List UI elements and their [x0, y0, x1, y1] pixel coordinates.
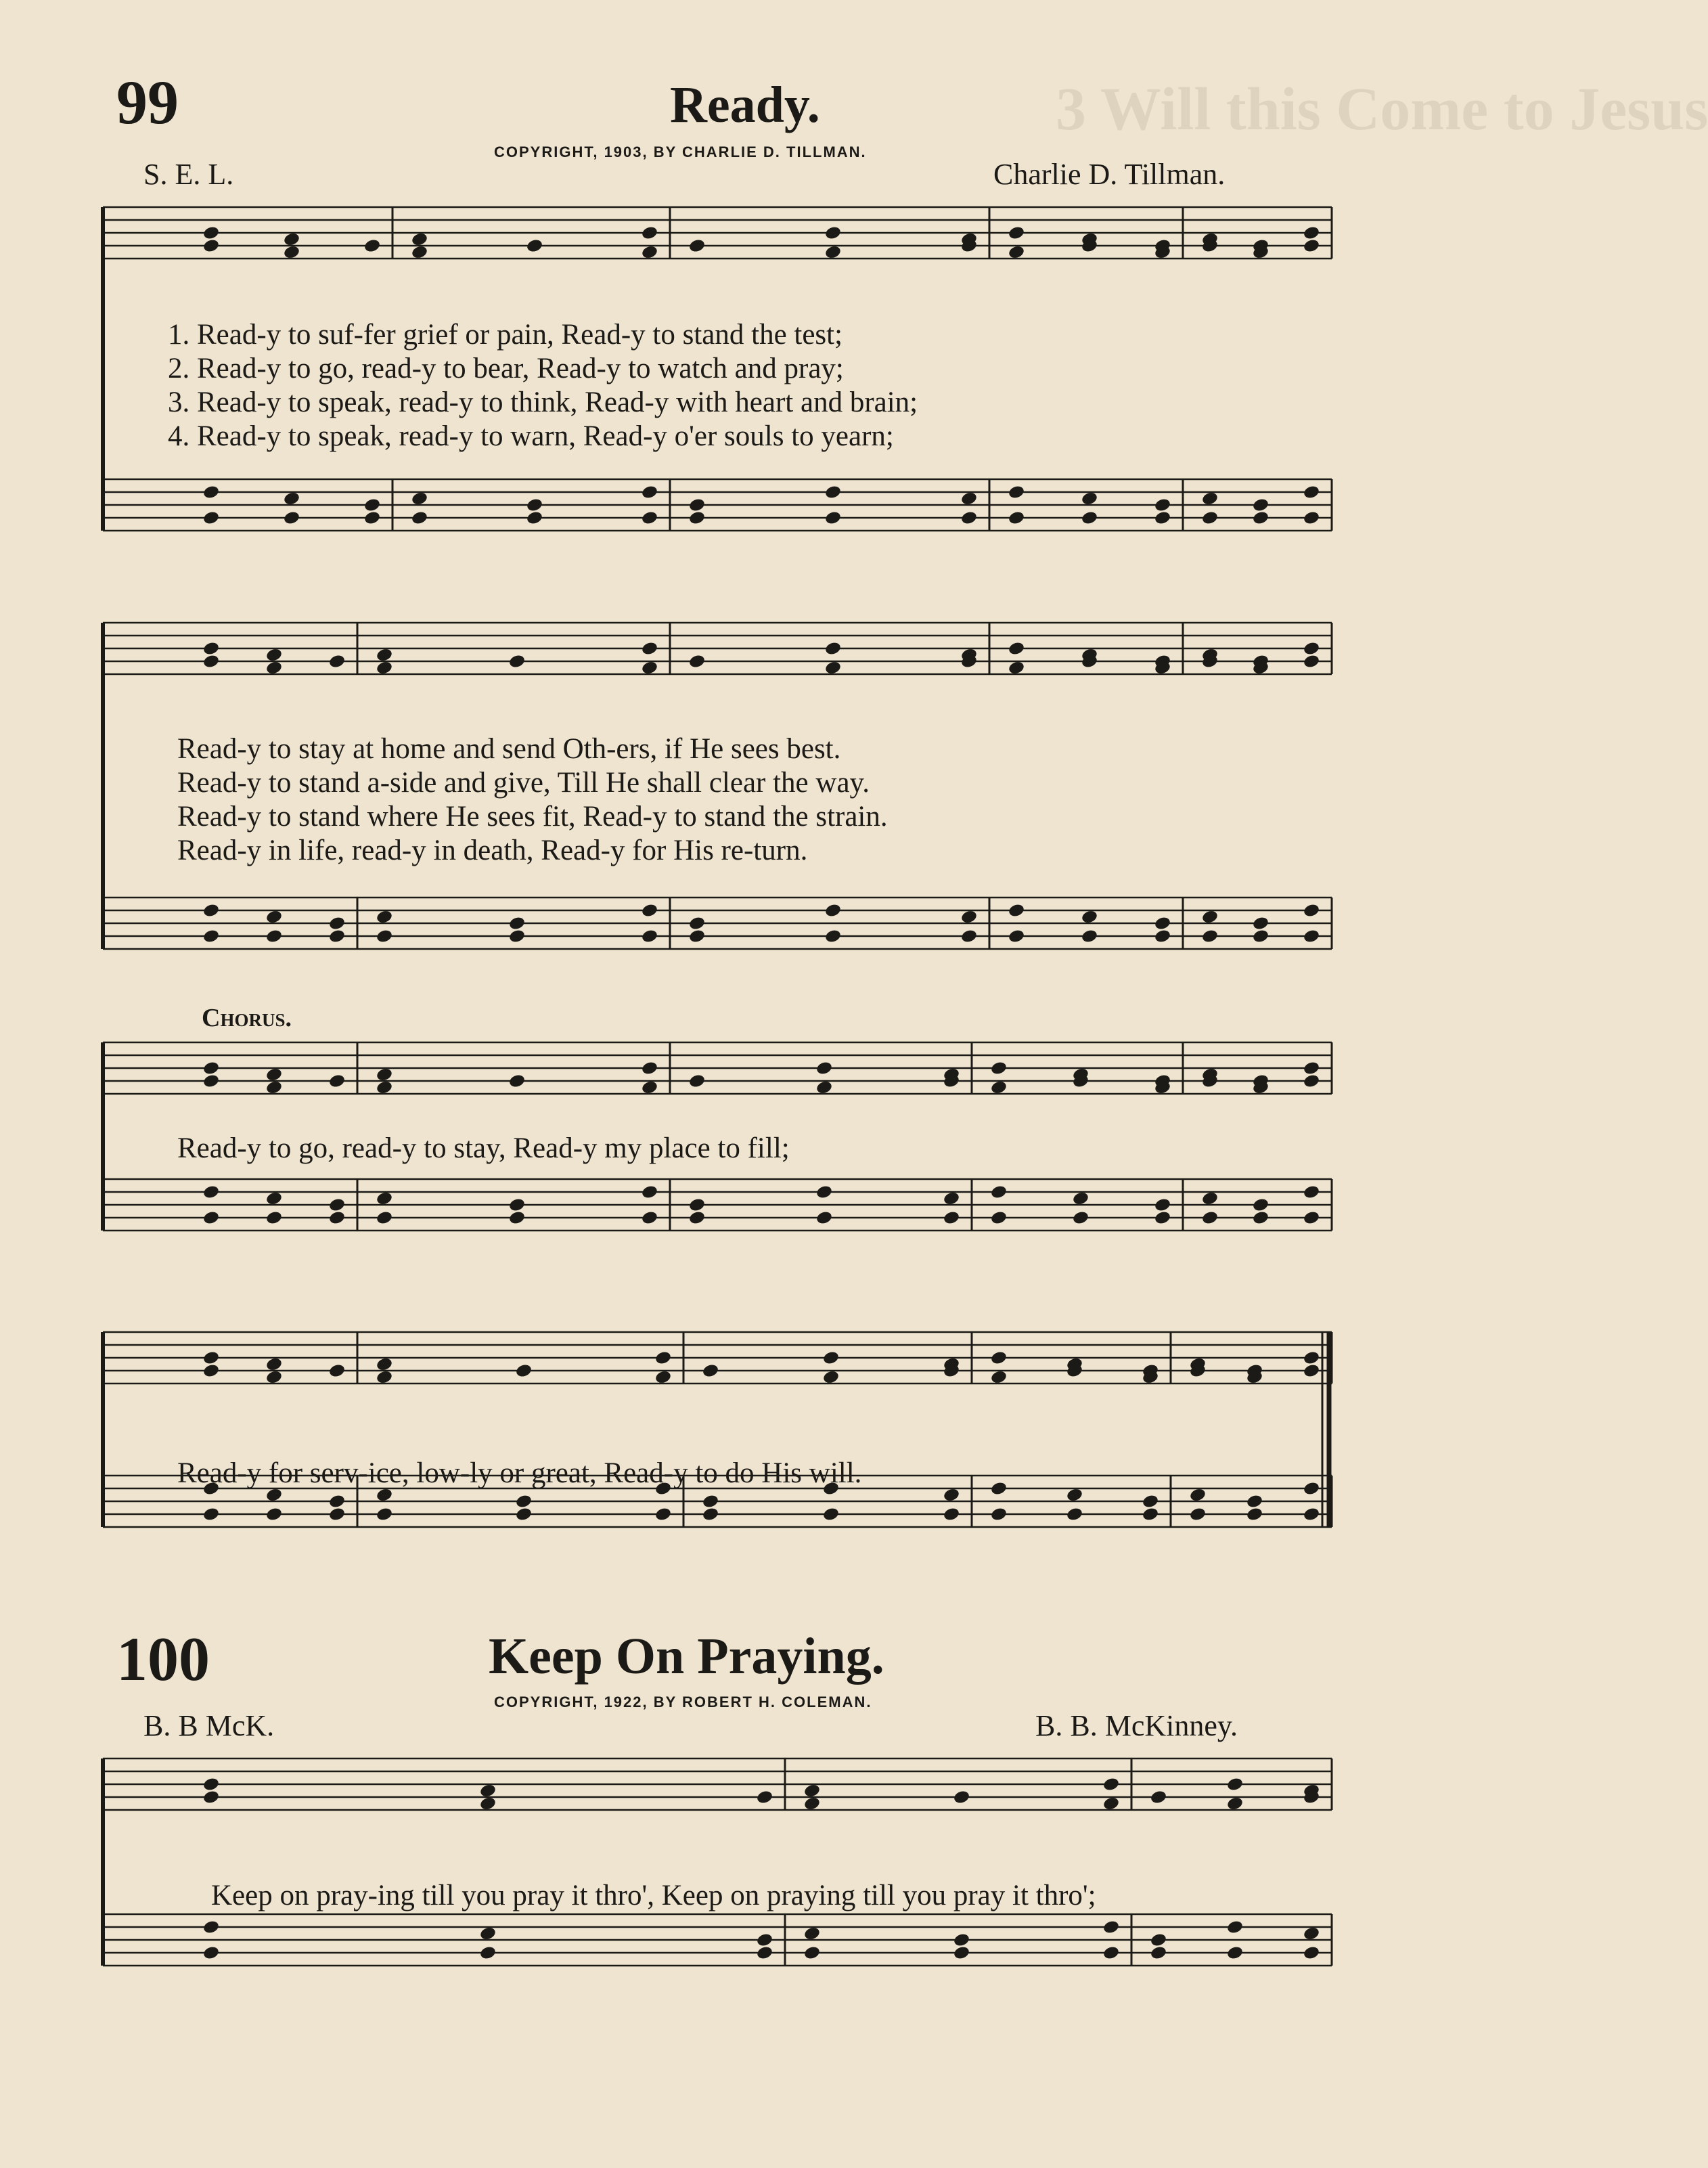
notehead [376, 1356, 393, 1372]
notehead [1154, 510, 1171, 526]
notehead [654, 1507, 672, 1522]
notehead [1303, 641, 1320, 657]
notehead [376, 647, 393, 663]
notehead [1142, 1494, 1159, 1509]
hymn-100-line-1: Keep on pray-ing till you pray it thro', Keep on praying till you pray it thro'; [211, 1880, 1096, 1911]
notehead [1102, 1796, 1120, 1811]
notehead [376, 1191, 393, 1206]
notehead [990, 1507, 1008, 1522]
notehead [265, 647, 283, 663]
notehead [526, 238, 543, 254]
notehead [202, 1507, 220, 1522]
notehead [202, 654, 220, 669]
notehead [803, 1796, 821, 1811]
notehead [953, 1945, 970, 1961]
notehead [1252, 1210, 1269, 1226]
notehead [202, 1061, 220, 1076]
chorus-label: Chorus. [202, 1004, 292, 1032]
notehead [641, 485, 658, 500]
notehead [1201, 491, 1219, 506]
notehead [943, 1507, 960, 1522]
hymn-100-title: Keep On Praying. [489, 1628, 884, 1685]
notehead [990, 1369, 1008, 1385]
notehead [202, 929, 220, 944]
verse-1-line-1: 1. Read-y to suf-fer grief or pain, Read-y to stand the test; [168, 319, 843, 351]
notehead [990, 1185, 1008, 1200]
notehead [202, 1210, 220, 1226]
notehead [508, 1197, 526, 1213]
notehead [641, 929, 658, 944]
notehead [688, 1074, 706, 1089]
notehead [943, 1487, 960, 1503]
notehead [1154, 1210, 1171, 1226]
hymn-100-words-by: B. B McK. [143, 1709, 275, 1742]
notehead [508, 654, 526, 669]
notehead [1142, 1507, 1159, 1522]
notehead [479, 1926, 497, 1941]
bleed-through-text: 3 Will this Come to Jesus [1056, 76, 1708, 143]
notehead [815, 1080, 833, 1095]
notehead [688, 916, 706, 931]
notehead [376, 1067, 393, 1082]
notehead [1303, 1507, 1320, 1522]
notehead [202, 1945, 220, 1961]
notehead [376, 929, 393, 944]
notehead [824, 641, 842, 657]
notehead [515, 1363, 533, 1379]
notehead [1066, 1507, 1083, 1522]
notehead [202, 1777, 220, 1792]
notehead [824, 903, 842, 919]
notehead [1201, 510, 1219, 526]
notehead [1303, 510, 1320, 526]
notehead [202, 485, 220, 500]
notehead [376, 909, 393, 925]
notehead [202, 225, 220, 241]
notehead [1303, 1210, 1320, 1226]
notehead [688, 238, 706, 254]
notehead [990, 1350, 1008, 1366]
notehead [815, 1061, 833, 1076]
notehead [641, 903, 658, 919]
notehead [526, 510, 543, 526]
verse-2-line-1: 2. Read-y to go, read-y to bear, Read-y to watch and pray; [168, 353, 844, 384]
notehead [1008, 225, 1025, 241]
notehead [508, 929, 526, 944]
notehead [376, 660, 393, 676]
notehead [1150, 1945, 1167, 1961]
notehead [376, 1369, 393, 1385]
notehead [1081, 909, 1098, 925]
notehead [479, 1796, 497, 1811]
notehead [641, 244, 658, 260]
notehead [265, 1210, 283, 1226]
notehead [1008, 244, 1025, 260]
notehead [1072, 1210, 1089, 1226]
notehead [283, 491, 300, 506]
notehead [1246, 1494, 1263, 1509]
notehead [376, 1080, 393, 1095]
notehead [960, 510, 978, 526]
notehead [508, 916, 526, 931]
notehead [202, 1363, 220, 1379]
notehead [363, 238, 381, 254]
notehead [1303, 929, 1320, 944]
notehead [1252, 497, 1269, 513]
notehead [411, 491, 428, 506]
hymn-100-number: 100 [116, 1624, 210, 1694]
notehead [641, 641, 658, 657]
notehead [641, 1061, 658, 1076]
notehead [515, 1507, 533, 1522]
notehead [479, 1945, 497, 1961]
notehead [265, 929, 283, 944]
notehead [508, 1210, 526, 1226]
notehead [265, 1067, 283, 1082]
hymn-100-music-by: B. B. McKinney. [1035, 1709, 1238, 1742]
notehead [641, 510, 658, 526]
notehead [641, 1210, 658, 1226]
notehead [1201, 1210, 1219, 1226]
notehead [265, 1191, 283, 1206]
notehead [654, 1350, 672, 1366]
notehead [1081, 929, 1098, 944]
hymn-99-title: Ready. [670, 76, 820, 133]
verse-4-line-2: Read-y in life, read-y in death, Read-y for His re-turn. [177, 835, 808, 866]
notehead [1201, 909, 1219, 925]
notehead [1154, 929, 1171, 944]
verse-2-line-2: Read-y to stand a-side and give, Till He shall clear the way. [177, 767, 870, 799]
notehead [688, 510, 706, 526]
notehead [990, 1061, 1008, 1076]
notehead [756, 1932, 773, 1948]
notehead [411, 231, 428, 247]
notehead [803, 1926, 821, 1941]
notehead [815, 1210, 833, 1226]
notehead [824, 660, 842, 676]
notehead [1252, 916, 1269, 931]
notehead [376, 1210, 393, 1226]
notehead [202, 1074, 220, 1089]
notehead [1303, 1481, 1320, 1497]
notehead [822, 1507, 840, 1522]
notehead [1008, 510, 1025, 526]
notehead [1252, 929, 1269, 944]
notehead [641, 1185, 658, 1200]
notehead [1303, 485, 1320, 500]
notehead [815, 1185, 833, 1200]
notehead [411, 244, 428, 260]
notehead [960, 909, 978, 925]
notehead [824, 929, 842, 944]
notehead [1201, 1191, 1219, 1206]
notehead [328, 1363, 346, 1379]
notehead [990, 1080, 1008, 1095]
notehead [822, 1350, 840, 1366]
notehead [688, 929, 706, 944]
notehead [654, 1369, 672, 1385]
verse-3-line-2: Read-y to stand where He sees fit, Read-y to stand the strain. [177, 801, 888, 833]
notehead [1303, 1074, 1320, 1089]
notehead [1303, 1061, 1320, 1076]
notehead [641, 660, 658, 676]
notehead [1008, 660, 1025, 676]
notehead [265, 909, 283, 925]
notehead [265, 1369, 283, 1385]
notehead [328, 1210, 346, 1226]
notehead [824, 225, 842, 241]
notehead [688, 497, 706, 513]
notehead [824, 244, 842, 260]
notehead [202, 641, 220, 657]
notehead [953, 1932, 970, 1948]
notehead [376, 1507, 393, 1522]
notehead [756, 1945, 773, 1961]
verse-3-line-1: 3. Read-y to speak, read-y to think, Read-y with heart and brain; [168, 386, 918, 418]
notehead [1303, 1350, 1320, 1366]
notehead [702, 1507, 719, 1522]
notehead [1008, 485, 1025, 500]
notehead [1303, 1945, 1320, 1961]
notehead [1154, 1197, 1171, 1213]
notehead [824, 510, 842, 526]
notehead [953, 1790, 970, 1805]
notehead [803, 1945, 821, 1961]
notehead [1303, 903, 1320, 919]
hymn-99-number: 99 [116, 68, 179, 137]
notehead [328, 654, 346, 669]
notehead [202, 1350, 220, 1366]
notehead [1226, 1920, 1244, 1935]
notehead [202, 1790, 220, 1805]
notehead [265, 660, 283, 676]
notehead [1102, 1920, 1120, 1935]
notehead [1303, 1926, 1320, 1941]
verse-4-line-1: 4. Read-y to speak, read-y to warn, Read-y o'er souls to yearn; [168, 420, 894, 452]
notehead [824, 485, 842, 500]
notehead [515, 1494, 533, 1509]
notehead [1008, 903, 1025, 919]
notehead [1252, 1197, 1269, 1213]
notehead [688, 1210, 706, 1226]
notehead [283, 510, 300, 526]
notehead [363, 510, 381, 526]
notehead [1246, 1507, 1263, 1522]
notehead [960, 491, 978, 506]
notehead [1102, 1945, 1120, 1961]
notehead [508, 1074, 526, 1089]
notehead [202, 238, 220, 254]
notehead [1154, 497, 1171, 513]
notehead [1008, 929, 1025, 944]
notehead [1226, 1777, 1244, 1792]
notehead [1303, 225, 1320, 241]
notehead [411, 510, 428, 526]
notehead [641, 1080, 658, 1095]
notehead [283, 244, 300, 260]
notehead [328, 1197, 346, 1213]
notehead [960, 929, 978, 944]
notehead [1081, 491, 1098, 506]
notehead [1154, 916, 1171, 931]
notehead [1303, 1185, 1320, 1200]
notehead [1226, 1945, 1244, 1961]
notehead [202, 903, 220, 919]
notehead [1303, 654, 1320, 669]
notehead [990, 1481, 1008, 1497]
notehead [328, 1074, 346, 1089]
notehead [1252, 510, 1269, 526]
notehead [479, 1783, 497, 1798]
notehead [990, 1210, 1008, 1226]
notehead [328, 916, 346, 931]
hymn-99-words-by: S. E. L. [143, 158, 234, 191]
notehead [702, 1494, 719, 1509]
notehead [265, 1507, 283, 1522]
notehead [283, 231, 300, 247]
notehead [265, 1356, 283, 1372]
notehead [822, 1369, 840, 1385]
notehead [688, 1197, 706, 1213]
hymn-99-copyright: COPYRIGHT, 1903, BY CHARLIE D. TILLMAN. [494, 143, 867, 160]
notehead [202, 1185, 220, 1200]
notehead [1072, 1191, 1089, 1206]
notehead [1081, 510, 1098, 526]
notehead [1303, 1363, 1320, 1379]
notehead [803, 1783, 821, 1798]
notehead [641, 225, 658, 241]
notehead [526, 497, 543, 513]
notehead [1189, 1507, 1207, 1522]
notehead [688, 654, 706, 669]
notehead [265, 1080, 283, 1095]
notehead [1102, 1777, 1120, 1792]
notehead [702, 1363, 719, 1379]
notehead [1150, 1790, 1167, 1805]
notehead [1066, 1487, 1083, 1503]
hymn-100-copyright: COPYRIGHT, 1922, BY ROBERT H. COLEMAN. [494, 1694, 872, 1710]
notehead [1150, 1932, 1167, 1948]
notehead [328, 1494, 346, 1509]
chorus-line-1: Read-y to go, read-y to stay, Read-y my place to fill; [177, 1132, 790, 1164]
notehead [1201, 929, 1219, 944]
verse-1-line-2: Read-y to stay at home and send Oth-ers, if He sees best. [177, 733, 841, 765]
notehead [202, 510, 220, 526]
notehead [1303, 238, 1320, 254]
notehead [202, 1920, 220, 1935]
notehead [1226, 1796, 1244, 1811]
notehead [363, 497, 381, 513]
notehead [1189, 1487, 1207, 1503]
notehead [943, 1191, 960, 1206]
chorus-line-2: Read-y for serv-ice, low-ly or great, Read-y to do His will. [177, 1457, 862, 1489]
hymn-99-music-by: Charlie D. Tillman. [993, 158, 1226, 191]
notehead [756, 1790, 773, 1805]
notehead [328, 1507, 346, 1522]
notehead [943, 1210, 960, 1226]
notehead [328, 929, 346, 944]
notehead [1008, 641, 1025, 657]
